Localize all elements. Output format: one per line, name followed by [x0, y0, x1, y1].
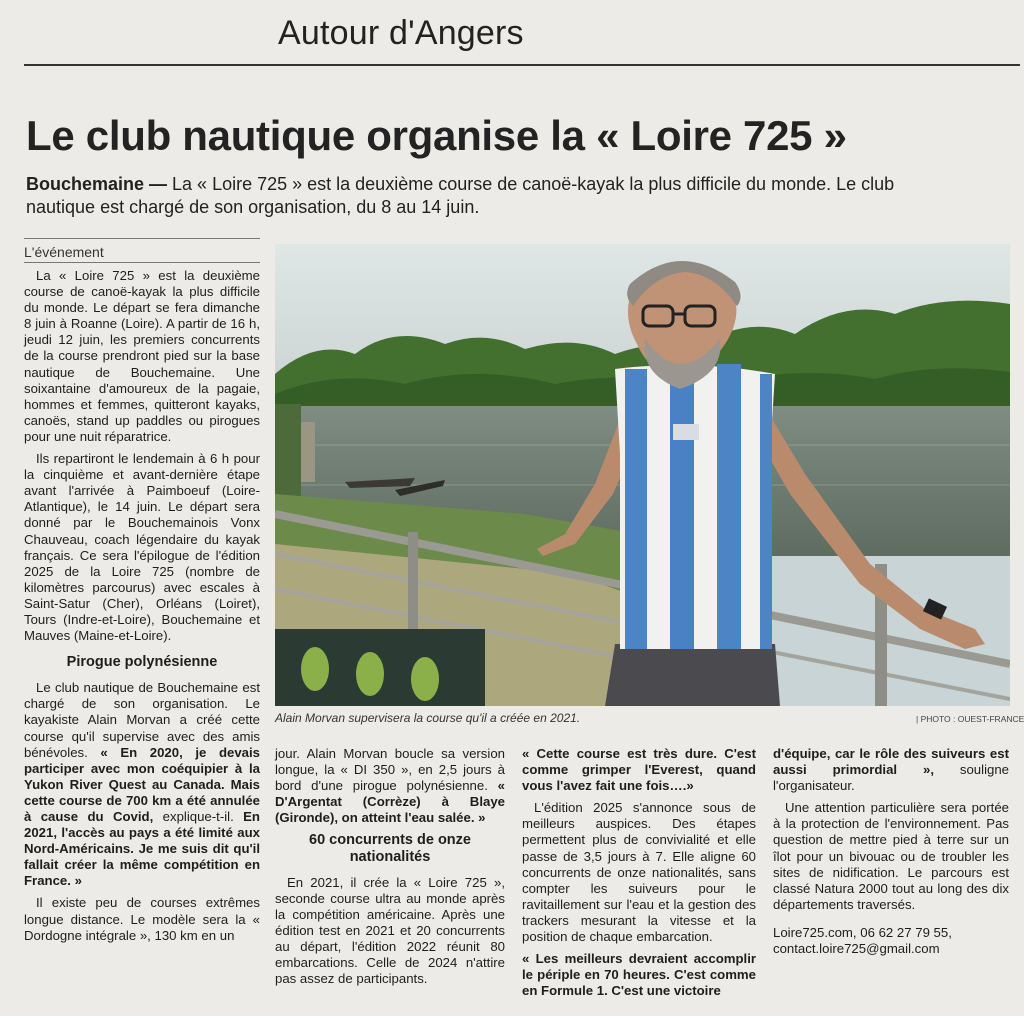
article-column-4: [773, 746, 1009, 963]
quote: « D'Argentat (Corrèze) à Blaye (Gironde), on atteint l'eau salée. »: [275, 778, 505, 826]
paragraph: L'édition 2025 s'annonce sous de meilleurs auspices. Des étapes permettent plus de convivialité et elle passe de 3,5 jours à 7. Elle aligne 60 concurrents de onze nationalités, sans compter les suiveurs pour le ravitaillement sur l'eau et la gestion des trackers mesurant la vitesse et la position de chaque embarcation.: [522, 800, 756, 945]
standfirst-text: La « Loire 725 » est la deuxième course de canoë-kayak la plus difficile du monde. Le club nautique est chargé de son organisation, du 8 au 14 juin.: [26, 174, 895, 217]
article-column-2: [275, 746, 505, 993]
article-kicker: L'événement: [24, 244, 104, 260]
paragraph-text: explique-t-il.: [153, 809, 244, 824]
paragraph: En 2021, il crée la « Loire 725 », seconde course ultra au monde après la compétition américaine. Après une édition test en 2021 et 20 concurrents au départ, l'édition 2022 réunit 80 embarcations. Celle de 2024 n'attire pas assez de participants.: [275, 874, 505, 987]
quote: « En 2020, je devais participer avec mon coéquipier à la Yukon River Quest au Canada. Mais cette course de 700 km a été annulée à cause du Covid,: [24, 744, 260, 824]
photo-illustration: [275, 244, 1010, 706]
paragraph: Il existe peu de courses extrêmes longue distance. Le modèle sera la « Dordogne intégrale », 130 km en un: [24, 895, 260, 943]
quote: En 2021, l'accès au pays a été limité aux Nord-Américains. Je me suis dit qu'il fallait créer la même compétition en France. »: [24, 809, 260, 889]
paragraph-text: jour. Alain Morvan boucle sa version longue, la « DI 350 », en 2,5 jours à bord d'une pirogue polynésienne.: [275, 746, 505, 794]
quote: d'équipe, car le rôle des suiveurs est aussi primordial »,: [773, 746, 1009, 778]
standfirst-dateline: Bouchemaine —: [26, 174, 168, 194]
paragraph: Une attention particulière sera portée à la protection de l'environnement. Pas question de mettre pied à terre sur un îlot pour un bivouac ou de troubler les sites de nidification. Le parcours est classé Natura 2000 tout au long des dix départements traversés.: [773, 800, 1009, 912]
subheading: Pirogue polynésienne: [66, 654, 218, 671]
contact-line: Loire725.com, 06 62 27 79 55, contact.loire725@gmail.com: [773, 924, 952, 957]
quote: « Cette course est très dure. C'est comme grimper l'Everest, quand vous l'avez fait une fois….»: [522, 746, 756, 794]
section-rule: [24, 64, 1020, 66]
kicker-top-rule: [24, 238, 260, 239]
paragraph: Ils repartiront le lendemain à 6 h pour la cinquième et avant-dernière étape avant l'arrivée à Paimboeuf (Loire-Atlantique), le 14 juin. Le départ sera donné par le Bouchemainois Vonx Chauveau, coach légendaire du kayak français. Ce sera l'épilogue de l'édition 2025 de la Loire 725 (nombre de kilomètres parcourus) avec escales à Saint-Satur (Cher), Orléans (Loiret), Tours (Indre-et-Loire), Bouchemaine et Mauves (Maine-et-Loire).: [24, 451, 260, 644]
paragraph-text: Le club nautique de Bouchemaine est chargé de son organisation. Le kayakiste Alain Morvan a créé cette course qu'il supervise avec des amis bénévoles.: [24, 680, 260, 760]
article-column-1: [24, 268, 260, 950]
section-title: Autour d'Angers: [278, 14, 524, 52]
photo-credit: | PHOTO : OUEST-FRANCE: [916, 714, 1024, 724]
photo-caption: Alain Morvan supervisera la course qu'il a créée en 2021.: [275, 711, 581, 725]
article-column-3: [522, 746, 756, 1005]
paragraph: [522, 951, 756, 999]
subheading: 60 concurrents de onze nationalités: [309, 832, 471, 865]
article-headline: Le club nautique organise la « Loire 725 »: [26, 112, 847, 159]
quote: « Les meilleurs devraient accomplir le périple en 70 heures. C'est comme en Formule 1. C'est une victoire: [522, 951, 756, 999]
article-standfirst: [26, 173, 926, 219]
paragraph: [522, 746, 756, 794]
paragraph-text: souligne l'organisateur.: [773, 762, 1009, 794]
paragraph: La « Loire 725 » est la deuxième course de canoë-kayak la plus difficile du monde. Le départ se fera dimanche 8 juin à Roanne (Loire). A partir de 16 h, jeudi 12 juin, les premiers concurrents de la course prendront pied sur la base nautique de Bouchemaine. Une soixantaine d'amoureux de la pagaie, hommes et femmes, quitteront kayaks, canoës, stand up paddles ou pirogues pour une nuit réparatrice.: [24, 268, 260, 444]
paragraph: [773, 746, 1009, 794]
paragraph: [275, 746, 505, 826]
article-photo: [275, 244, 1010, 706]
paragraph: [24, 680, 260, 889]
kicker-bottom-rule: [24, 262, 260, 263]
